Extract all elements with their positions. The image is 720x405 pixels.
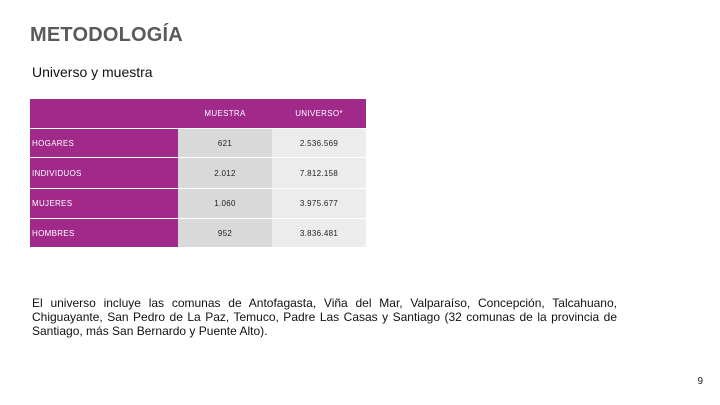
universe-description: El universo incluye las comunas de Antofagasta, Viña del Mar, Valparaíso, Concepción, Talcahuano, Chiguayante, San Pedro de La Paz, Temuco, Padre Las Casas y Santiago (32 comunas de la provincia de Santiago, más San Bernardo y Puente Alto). (32, 296, 617, 338)
header-muestra: MUESTRA (178, 99, 272, 128)
page-number: 9 (697, 376, 703, 387)
header-empty-cell (30, 99, 178, 128)
universo-value: 2.536.569 (272, 128, 366, 157)
muestra-value: 621 (178, 128, 272, 157)
table-row-mujeres (30, 188, 366, 218)
universo-value: 3.975.677 (272, 188, 366, 218)
universo-value: 3.836.481 (272, 218, 366, 247)
header-universo: UNIVERSO* (272, 99, 366, 128)
row-label: HOGARES (30, 128, 178, 157)
muestra-value: 1.060 (178, 188, 272, 218)
table-row-hogares (30, 128, 366, 157)
page-title: METODOLOGÍA (30, 24, 183, 46)
muestra-value: 2.012 (178, 157, 272, 188)
table-header-row (30, 99, 366, 128)
table-row-hombres (30, 218, 366, 247)
muestra-value: 952 (178, 218, 272, 247)
row-label: HOMBRES (30, 218, 178, 247)
row-label: MUJERES (30, 188, 178, 218)
section-subtitle: Universo y muestra (32, 64, 153, 80)
sample-universe-table (30, 99, 366, 247)
table-row-individuos (30, 157, 366, 188)
row-label: INDIVIDUOS (30, 157, 178, 188)
universo-value: 7.812.158 (272, 157, 366, 188)
